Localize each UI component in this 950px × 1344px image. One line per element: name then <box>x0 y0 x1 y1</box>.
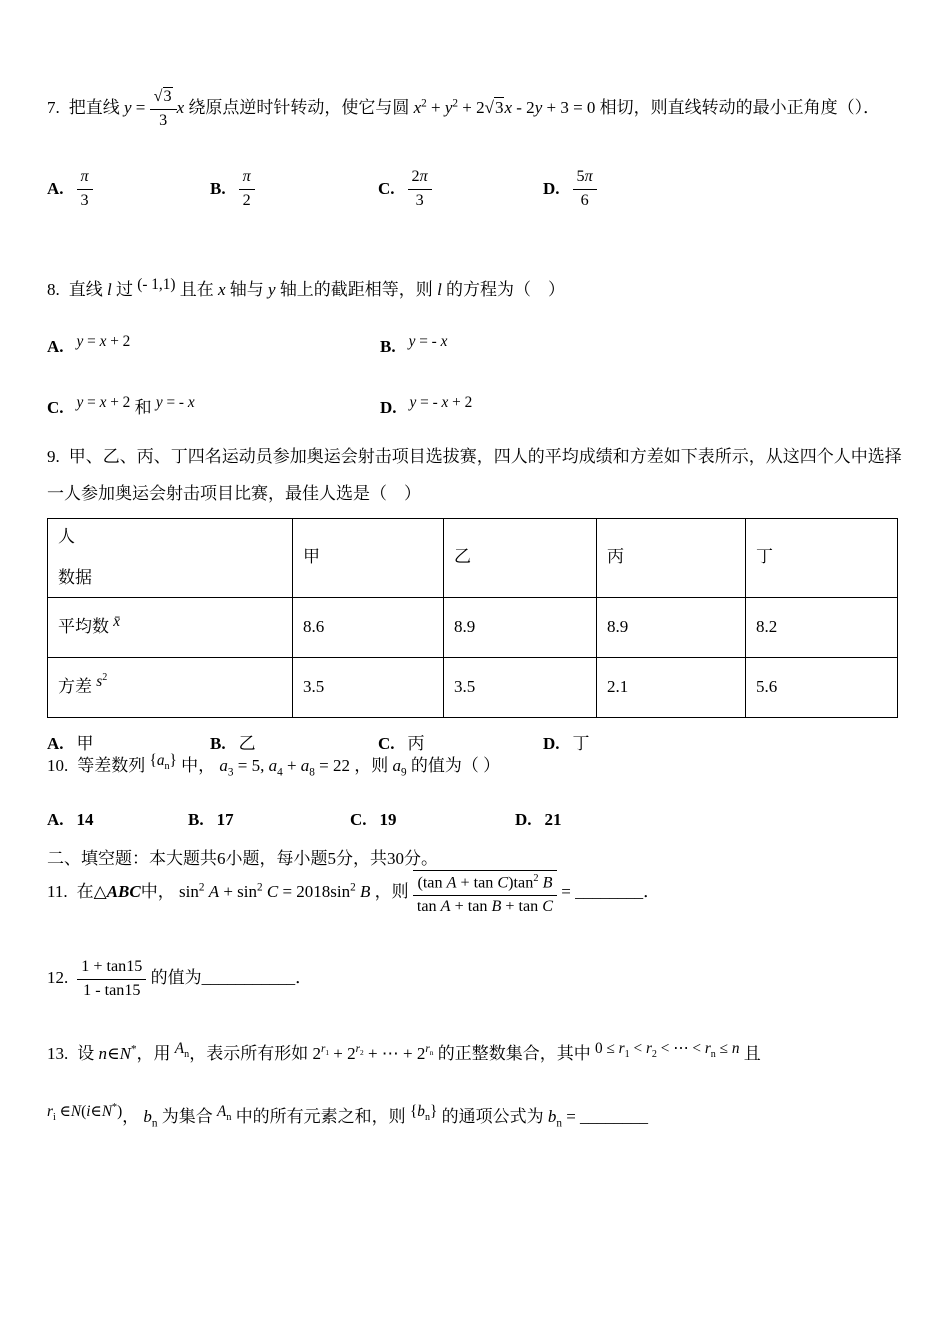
question-10-number: 10. <box>47 756 69 775</box>
question-10-stem <box>47 752 905 782</box>
question-12-text: $\frac{1 + \tan 15}{1 - \tan 15}$ 的值为___________． <box>77 968 312 987</box>
question-8 <box>47 276 905 423</box>
question-8-options <box>47 333 905 423</box>
option-7-b-value: $\frac{\pi}{2}$ <box>239 168 255 210</box>
option-9-d-label: D. <box>543 733 560 753</box>
mean-ding: 8.2 <box>746 597 898 657</box>
option-7-c-value: $\frac{2\pi}{3}$ <box>408 168 432 210</box>
option-9-b-label: B. <box>210 733 226 753</box>
table-row-mean <box>48 597 898 657</box>
option-7-a-value: $\frac{\pi}{3}$ <box>77 168 93 210</box>
option-10-b-label: B. <box>188 810 204 830</box>
question-9-number: 9. <box>47 447 60 466</box>
question-9-stem <box>47 438 905 513</box>
option-9-b-value: 乙 <box>238 733 256 753</box>
option-10-c-value: 19 <box>379 810 397 830</box>
question-10-options <box>47 806 905 835</box>
question-11-number: 11. <box>47 882 68 902</box>
option-8-c-label: C. <box>47 397 64 417</box>
option-7-a-label: A. <box>47 178 64 198</box>
question-7-stem <box>47 88 905 130</box>
table-row-variance <box>48 657 898 717</box>
option-8-c <box>47 394 380 423</box>
variance-jia: 3.5 <box>293 657 444 717</box>
option-8-b-value: y = - x <box>408 332 448 350</box>
option-7-c-label: C. <box>378 178 395 198</box>
option-10-c-label: C. <box>350 810 367 830</box>
option-10-d-value: 21 <box>544 810 562 830</box>
question-11-stem <box>47 870 905 917</box>
question-13-stem-line2 <box>47 1103 905 1133</box>
option-8-b <box>380 333 905 362</box>
question-13-number: 13. <box>47 1044 69 1063</box>
table-corner-cell <box>48 518 293 597</box>
row-label-variance: 方差 $s^2$ <box>48 657 293 717</box>
variance-yi: 3.5 <box>444 657 597 717</box>
option-7-d <box>543 168 905 210</box>
option-9-c-label: C. <box>378 733 395 753</box>
option-10-d-label: D. <box>515 810 532 830</box>
mean-jia: 8.6 <box>293 597 444 657</box>
option-10-a <box>47 806 188 835</box>
option-10-a-label: A. <box>47 810 64 830</box>
option-8-a <box>47 333 380 362</box>
question-13-stem-line1 <box>47 1040 905 1069</box>
mean-yi: 8.9 <box>444 597 597 657</box>
question-11 <box>47 870 905 917</box>
option-8-d-label: D. <box>380 397 397 417</box>
question-11-text: 在△ABC中， $\sin^2 A + \sin^2 C = 2018\sin^2$ B ，则 $\frac{(\tan A + \tan C)\tan^2 B}{\text{tan A + tan B + tan C}}$ = ________． <box>77 882 661 901</box>
question-7-options <box>47 168 905 210</box>
question-8-stem <box>47 276 905 305</box>
col-header-yi: 乙 <box>444 518 597 597</box>
question-10-text: 等差数列 $\{a_n\}$ 中， $a_3 = 5$, $a_4 + a_8 = 22$ ，则 $a_9$ 的值为（ ） <box>77 752 501 779</box>
section-2-title: 二、填空题：本大题共6小题，每小题5分，共30分。 <box>47 849 438 868</box>
col-header-jia: 甲 <box>293 518 444 597</box>
question-9-text: 甲、乙、丙、丁四名运动员参加奥运会射击项目选拔赛，四人的平均成绩和方差如下表所示，从这四个人中选择一人参加奥运会射击项目比赛，最佳人选是（ ） <box>47 447 902 504</box>
option-10-c <box>350 806 515 835</box>
option-10-a-value: 14 <box>76 810 94 830</box>
question-7-number: 7. <box>47 97 60 117</box>
option-9-a-value: 甲 <box>76 733 94 753</box>
option-7-b <box>210 168 378 210</box>
option-7-d-label: D. <box>543 178 560 198</box>
option-10-d <box>515 806 905 835</box>
question-13 <box>47 1040 905 1134</box>
corner-label-top: 人 <box>58 526 75 546</box>
variance-bing: 2.1 <box>597 657 746 717</box>
option-10-b-value: 17 <box>216 810 234 830</box>
option-9-d-value: 丁 <box>572 733 590 753</box>
question-12 <box>47 958 905 1000</box>
question-8-number: 8. <box>47 280 60 299</box>
mean-bing: 8.9 <box>597 597 746 657</box>
col-header-bing: 丙 <box>597 518 746 597</box>
variance-ding: 5.6 <box>746 657 898 717</box>
option-8-d <box>380 394 905 423</box>
option-7-b-label: B. <box>210 178 226 198</box>
option-8-a-value: y = x + 2 <box>76 332 131 350</box>
option-8-b-label: B. <box>380 336 396 356</box>
option-7-a <box>47 168 210 210</box>
option-9-a-label: A. <box>47 733 64 753</box>
col-header-ding: 丁 <box>746 518 898 597</box>
option-7-c <box>378 168 543 210</box>
question-9 <box>47 438 905 758</box>
row-label-mean: 平均数 x̄ <box>48 597 293 657</box>
option-9-c-value: 丙 <box>407 733 425 753</box>
stats-table <box>47 518 898 718</box>
corner-label-bottom: 数据 <box>58 567 92 587</box>
option-8-a-label: A. <box>47 336 64 356</box>
option-10-b <box>188 806 350 835</box>
option-8-d-value: y = - x + 2 <box>409 393 473 411</box>
question-8-text: 直线 l 过 (- 1,1) 且在 x 轴与 y 轴上的截距相等，则 l 的方程为（ ） <box>68 276 566 299</box>
question-12-stem <box>47 958 905 1000</box>
option-7-d-value: $\frac{5\pi}{6}$ <box>573 168 597 210</box>
question-7-text: 把直线 y = $\frac{√3}{3}$ x 绕原点逆时针转动，使它与圆 $x^2 + y^2 + 2√3x - 2y + 3 = 0$ 相切，则直线转动的最小正角度（）． <box>68 88 881 129</box>
option-8-c-value: y = x + 2 和 y = - x <box>76 393 195 417</box>
question-13-text-line2: $r_i$ ∈N(i∈N*)， $b_n$ 为集合 $A_n$ 中的所有元素之和，则 $\{b_n\}$ 的通项公式为 $b_n$ = ________ <box>47 1102 649 1130</box>
table-header-row <box>48 518 898 597</box>
question-12-number: 12. <box>47 967 69 987</box>
question-7 <box>47 88 905 210</box>
question-10 <box>47 752 905 835</box>
question-13-text-line1: 设 n∈N*，用 $A_n$，表示所有形如 $2^{r_1} + 2^{r_2}$ + ⋯ + $2^{r_n}$ 的正整数集合，其中 $0 \le r_1 < r_2$ < ⋯ < $r_n \le n$ 且 <box>77 1040 761 1063</box>
